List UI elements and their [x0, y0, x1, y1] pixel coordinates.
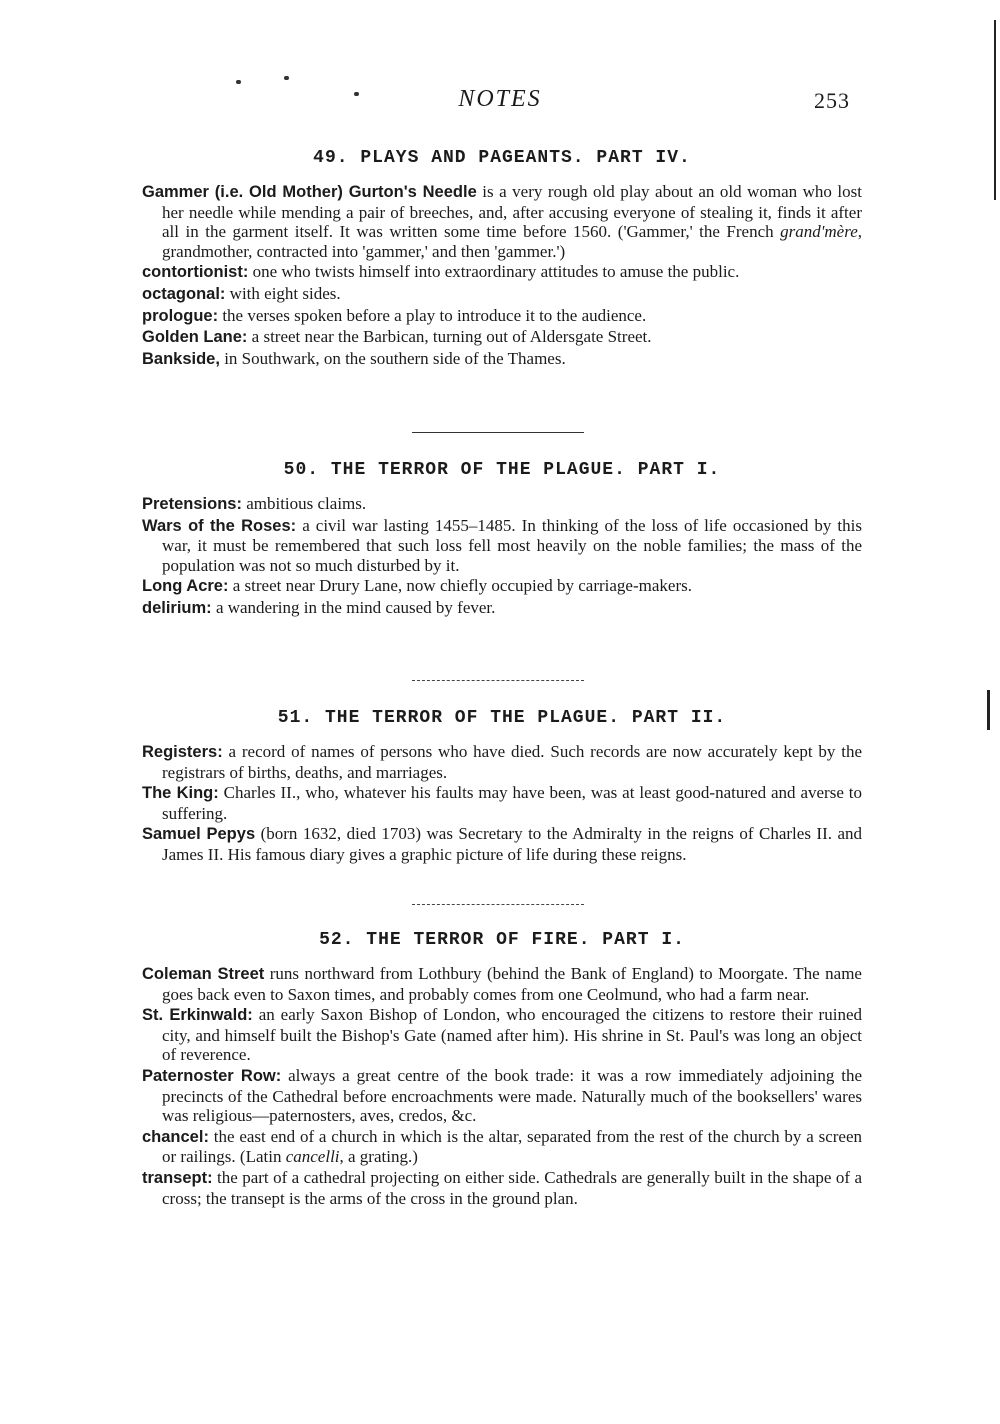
note-text: the verses spoken before a play to introduce it to the audience.	[218, 305, 647, 325]
note-term: Registers:	[142, 743, 223, 761]
note-text: (born 1632, died 1703) was Secretary to the Admiralty in the reigns of Charles II. and James II. His famous diary gives a graphic picture of life during these reigns.	[162, 824, 863, 864]
note-entry	[142, 284, 862, 305]
note-text: ambitious claims.	[241, 494, 367, 513]
note-term: Coleman Street	[142, 965, 265, 983]
page-number: 253	[814, 88, 850, 113]
note-term: Golden Lane:	[142, 328, 248, 347]
note-text: Charles II., who, whatever his faults may have been, was at least good-natured and averse to suffering.	[162, 783, 863, 823]
note-text-after: , a grating.)	[339, 1147, 418, 1167]
section-51	[142, 708, 862, 866]
note-term: octagonal:	[142, 284, 226, 303]
note-text: a civil war lasting 1455–1485. In thinking of the loss of life occasioned by this war, it must be remembered that such loss fell most heavily on the noble families; the mass of the population was not so much disturbed by it.	[162, 515, 862, 575]
note-term: Pretensions:	[142, 495, 242, 513]
note-text: the part of a cathedral projecting on either side. Cathedrals are generally built in the shape of a cross; the transept is the arms of the cross in the ground plan.	[162, 1167, 862, 1208]
note-text: an early Saxon Bishop of London, who encouraged the citizens to restore their ruined city, and himself built the Bishop's Gate (named after him). His shrine in St. Paul's was long an object of reverence.	[162, 1005, 862, 1065]
note-term: chancel:	[142, 1127, 209, 1146]
note-entry	[142, 1168, 862, 1208]
note-term: prologue:	[142, 306, 219, 325]
note-term: Bankside,	[142, 349, 220, 368]
note-text: always a great centre of the book trade: it was a row immediately adjoining the precincts of the Cathedral before encroachments were made. Naturally much of the booksellers' wares was religious—paternosters, aves, credos, &c.	[162, 1065, 863, 1126]
note-term: Samuel Pepys	[142, 825, 256, 844]
section-title: 50. THE TERROR OF THE PLAGUE. PART I.	[283, 460, 721, 480]
note-entry	[142, 306, 862, 327]
note-term: Gammer (i.e. Old Mother) Gurton's Needle	[142, 183, 477, 201]
note-text: with eight sides.	[225, 283, 341, 303]
page-edge-mark	[987, 690, 990, 730]
section-49	[142, 148, 862, 370]
ink-speck	[284, 76, 289, 80]
note-text: a record of names of persons who have died. Such records are now accurately kept by the registrars of births, deaths, and marriages.	[162, 742, 862, 782]
ink-speck	[236, 80, 241, 84]
note-entry	[142, 1066, 862, 1126]
section-divider	[412, 432, 584, 433]
note-italic: grand'mère	[780, 222, 858, 242]
note-italic: cancelli	[285, 1147, 340, 1167]
note-entry	[142, 327, 862, 348]
note-entry	[142, 576, 862, 597]
note-term: transept:	[142, 1168, 213, 1187]
note-text: is a very rough old play about an old woman who lost her needle while mending a pair of breeches, and, after accusing everyone of stealing it, finds it after all in the garment itself. It was written some time before 1560. ('Gammer,' the French	[162, 182, 862, 242]
running-title: NOTES	[458, 86, 542, 112]
note-term: Wars of the Roses:	[142, 516, 297, 535]
note-entry	[142, 598, 862, 619]
note-text: in Southwark, on the southern side of the Thames.	[219, 348, 566, 368]
note-text: runs northward from Lothbury (behind the Bank of England) to Moorgate. The name goes back even to Saxon times, and probably comes from one Ceolmund, who had a farm near.	[162, 964, 862, 1004]
note-term: Paternoster Row:	[142, 1066, 282, 1085]
note-entry	[142, 494, 862, 515]
note-text: a street near the Barbican, turning out of Aldersgate Street.	[247, 327, 652, 347]
section-50	[142, 460, 862, 620]
note-entry	[142, 742, 862, 782]
note-term: delirium:	[142, 598, 212, 617]
section-title: 52. THE TERROR OF FIRE. PART I.	[319, 930, 685, 950]
section-title: 51. THE TERROR OF THE PLAGUE. PART II.	[277, 708, 727, 728]
note-text: a street near Drury Lane, now chiefly occupied by carriage-makers.	[228, 576, 692, 596]
note-entry	[142, 964, 862, 1004]
note-entry	[142, 182, 862, 261]
note-entry	[142, 824, 862, 864]
note-text: a wandering in the mind caused by fever.	[211, 597, 496, 617]
note-entry	[142, 1127, 862, 1167]
page-header	[0, 86, 1000, 118]
note-entry	[142, 783, 862, 823]
note-entry	[142, 1005, 862, 1065]
section-52	[142, 930, 862, 1209]
note-term: The King:	[142, 784, 219, 803]
note-entry	[142, 262, 862, 283]
note-text: one who twists himself into extraordinary attitudes to amuse the public.	[248, 262, 740, 282]
note-text-after: , grandmother, contracted into 'gammer,' and then 'gammer.')	[162, 222, 862, 261]
note-entry	[142, 349, 862, 370]
section-divider	[412, 680, 584, 681]
note-term: contortionist:	[142, 263, 249, 282]
section-title: 49. PLAYS AND PAGEANTS. PART IV.	[313, 148, 691, 168]
note-text: the east end of a church in which is the altar, separated from the rest of the church by a screen or railings. (Latin	[162, 1126, 862, 1167]
note-term: Long Acre:	[142, 577, 229, 596]
note-term: St. Erkinwald:	[142, 1006, 253, 1025]
section-divider	[412, 904, 584, 905]
note-entry	[142, 516, 862, 576]
